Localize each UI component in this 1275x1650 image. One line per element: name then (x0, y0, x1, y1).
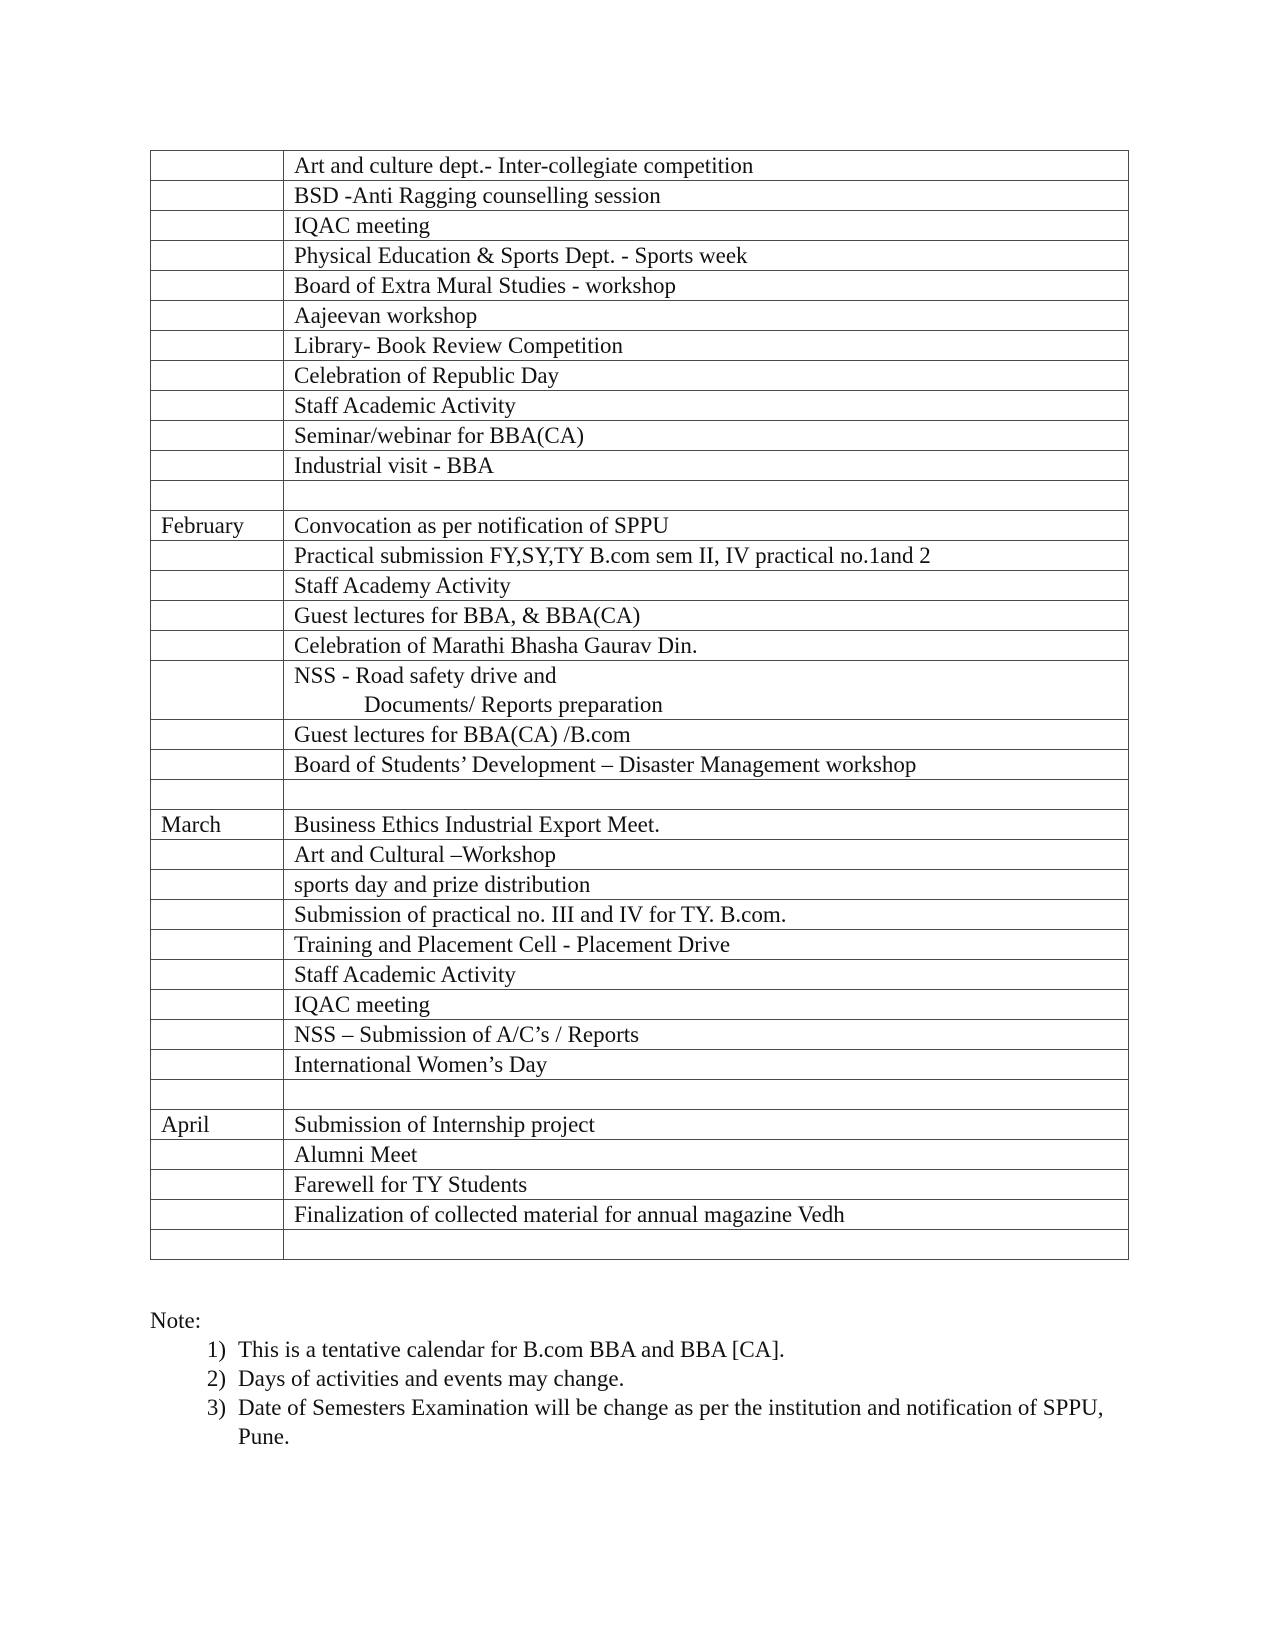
activity-cell: Art and culture dept.- Inter-collegiate competition (284, 151, 1129, 181)
month-cell (151, 720, 284, 750)
note-list (150, 1335, 1110, 1451)
table-row (151, 361, 1129, 391)
table-row (151, 481, 1129, 511)
month-cell (151, 631, 284, 661)
month-cell (151, 960, 284, 990)
note-item-number: 1) (206, 1337, 226, 1362)
table-row (151, 1080, 1129, 1110)
month-cell (151, 1020, 284, 1050)
table-row (151, 1200, 1129, 1230)
activity-cell (284, 1230, 1129, 1260)
activity-cell: Celebration of Marathi Bhasha Gaurav Din. (284, 631, 1129, 661)
table-row (151, 241, 1129, 271)
activity-cell: Staff Academic Activity (284, 391, 1129, 421)
activity-cell: Staff Academy Activity (284, 571, 1129, 601)
table-row (151, 1110, 1129, 1140)
table-row (151, 1140, 1129, 1170)
table-row (151, 900, 1129, 930)
activity-cell: Aajeevan workshop (284, 301, 1129, 331)
month-cell (151, 930, 284, 960)
activity-cell: Staff Academic Activity (284, 960, 1129, 990)
month-cell: February (151, 511, 284, 541)
table-row (151, 541, 1129, 571)
note-item-number: 3) (206, 1395, 226, 1420)
table-row (151, 1050, 1129, 1080)
month-cell (151, 1140, 284, 1170)
table-row (151, 571, 1129, 601)
note-item-text: Days of activities and events may change. (238, 1366, 625, 1391)
table-row (151, 720, 1129, 750)
table-row (151, 870, 1129, 900)
activity-line-continued: Documents/ Reports preparation (364, 692, 663, 717)
month-cell (151, 361, 284, 391)
activity-cell: sports day and prize distribution (284, 870, 1129, 900)
activity-cell (284, 1080, 1129, 1110)
table-row (151, 391, 1129, 421)
table-row (151, 271, 1129, 301)
table-row (151, 661, 1129, 720)
activity-cell: Submission of Internship project (284, 1110, 1129, 1140)
activity-cell (284, 481, 1129, 511)
month-cell (151, 181, 284, 211)
month-cell (151, 1050, 284, 1080)
month-cell (151, 1080, 284, 1110)
month-cell (151, 750, 284, 780)
note-item (150, 1393, 1110, 1451)
activity-cell: IQAC meeting (284, 211, 1129, 241)
table-row (151, 631, 1129, 661)
activity-cell: NSS – Submission of A/C’s / Reports (284, 1020, 1129, 1050)
activity-cell (284, 780, 1129, 810)
table-row (151, 750, 1129, 780)
activity-cell: Convocation as per notification of SPPU (284, 511, 1129, 541)
activity-cell: Library- Book Review Competition (284, 331, 1129, 361)
table-row (151, 181, 1129, 211)
activity-cell: BSD -Anti Ragging counselling session (284, 181, 1129, 211)
table-row (151, 990, 1129, 1020)
note-heading: Note: (150, 1308, 202, 1333)
table-row (151, 1230, 1129, 1260)
month-cell (151, 1230, 284, 1260)
month-cell (151, 1170, 284, 1200)
note-item-number: 2) (206, 1366, 226, 1391)
activity-cell: Physical Education & Sports Dept. - Sports week (284, 241, 1129, 271)
activity-cell: Seminar/webinar for BBA(CA) (284, 421, 1129, 451)
month-cell (151, 870, 284, 900)
month-cell: March (151, 810, 284, 840)
table-row (151, 211, 1129, 241)
activity-cell (284, 661, 1129, 720)
month-cell (151, 481, 284, 511)
month-cell (151, 391, 284, 421)
activity-cell: Farewell for TY Students (284, 1170, 1129, 1200)
month-cell (151, 990, 284, 1020)
activity-cell: International Women’s Day (284, 1050, 1129, 1080)
note-item (150, 1335, 1110, 1364)
activity-line: NSS - Road safety drive and (294, 663, 557, 688)
table-row (151, 151, 1129, 181)
month-cell (151, 211, 284, 241)
table-row (151, 331, 1129, 361)
table-row (151, 451, 1129, 481)
month-cell (151, 301, 284, 331)
month-cell (151, 331, 284, 361)
note-item-text: Date of Semesters Examination will be change as per the institution and notification of SPPU, Pune. (238, 1395, 1104, 1449)
activity-cell: Art and Cultural –Workshop (284, 840, 1129, 870)
activity-cell: Celebration of Republic Day (284, 361, 1129, 391)
month-cell (151, 1200, 284, 1230)
month-cell (151, 151, 284, 181)
activity-cell: Industrial visit - BBA (284, 451, 1129, 481)
activity-cell: IQAC meeting (284, 990, 1129, 1020)
table-row (151, 1020, 1129, 1050)
table-row (151, 511, 1129, 541)
activity-cell: Business Ethics Industrial Export Meet. (284, 810, 1129, 840)
month-cell (151, 241, 284, 271)
activity-cell: Practical submission FY,SY,TY B.com sem II, IV practical no.1and 2 (284, 541, 1129, 571)
table-row (151, 1170, 1129, 1200)
note-item-text: This is a tentative calendar for B.com BBA and BBA [CA]. (238, 1337, 785, 1362)
activity-cell: Alumni Meet (284, 1140, 1129, 1170)
activity-cell: Board of Students’ Development – Disaster Management workshop (284, 750, 1129, 780)
month-cell (151, 541, 284, 571)
activity-cell: Submission of practical no. III and IV for TY. B.com. (284, 900, 1129, 930)
month-cell: April (151, 1110, 284, 1140)
month-cell (151, 421, 284, 451)
note-section (150, 1306, 1110, 1451)
note-item (150, 1364, 1110, 1393)
table-row (151, 840, 1129, 870)
table-row (151, 960, 1129, 990)
activity-cell: Guest lectures for BBA(CA) /B.com (284, 720, 1129, 750)
activity-cell: Guest lectures for BBA, & BBA(CA) (284, 601, 1129, 631)
table-row (151, 780, 1129, 810)
table-row (151, 810, 1129, 840)
month-cell (151, 840, 284, 870)
calendar-body (151, 151, 1129, 1260)
month-cell (151, 780, 284, 810)
month-cell (151, 451, 284, 481)
activity-calendar-table (150, 150, 1129, 1260)
month-cell (151, 661, 284, 720)
table-row (151, 301, 1129, 331)
activity-cell: Training and Placement Cell - Placement Drive (284, 930, 1129, 960)
table-row (151, 601, 1129, 631)
month-cell (151, 271, 284, 301)
month-cell (151, 900, 284, 930)
table-row (151, 930, 1129, 960)
activity-cell: Finalization of collected material for annual magazine Vedh (284, 1200, 1129, 1230)
activity-cell: Board of Extra Mural Studies - workshop (284, 271, 1129, 301)
month-cell (151, 571, 284, 601)
table-row (151, 421, 1129, 451)
month-cell (151, 601, 284, 631)
